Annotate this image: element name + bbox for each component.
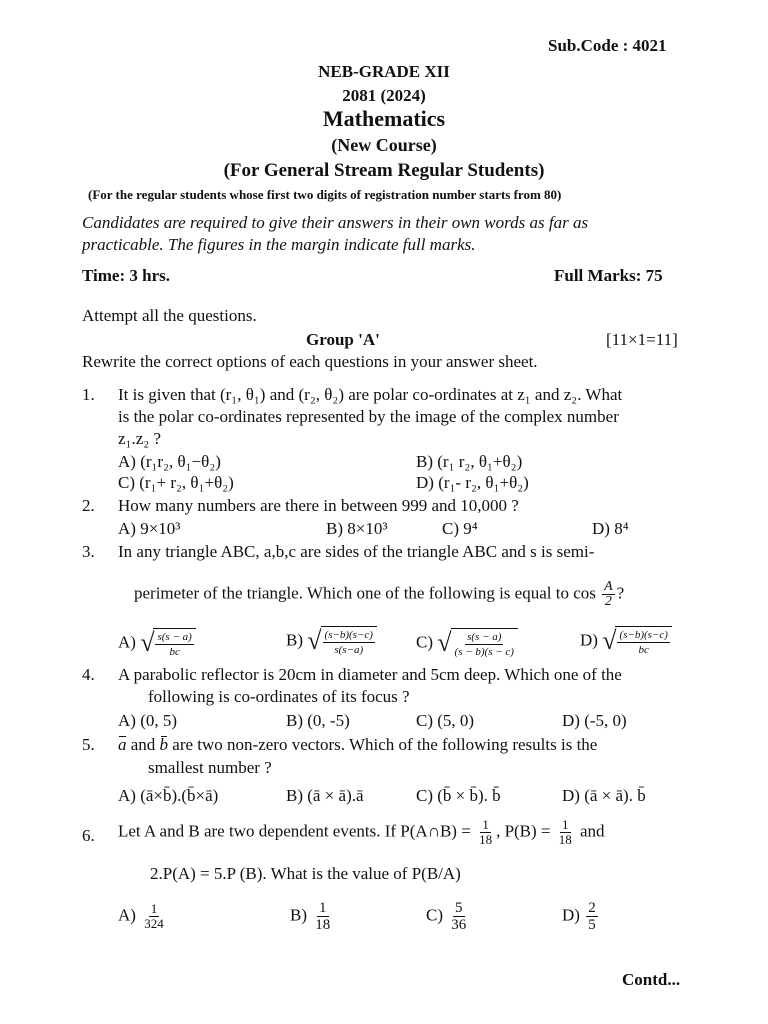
q3-d-num: (s−b)(s−c): [619, 629, 668, 641]
stream-label: (For General Stream Regular Students): [223, 160, 545, 181]
continued-label: Contd...: [622, 970, 681, 989]
q4-line-2: following is co-ordinates of its focus ?: [148, 687, 410, 706]
exam-year: 2081 (2024): [342, 86, 426, 105]
q2-option-c: C) 9⁴: [442, 519, 478, 538]
q4-option-a: A) (0, 5): [118, 711, 178, 730]
q3-b-den: s(s−a): [334, 644, 364, 656]
q5-option-d: D) (ā × ā). b̄: [562, 786, 646, 805]
q3-c-den: (s − b)(s − c): [454, 646, 514, 658]
q3-fraction: [602, 580, 615, 609]
q1-line-2: is the polar co-ordinates represented by the image of the complex number: [118, 407, 619, 426]
q6-line-1-pre: Let A and B are two dependent events. If P(A∩B) =: [118, 821, 471, 841]
q6-option-c-label: C): [426, 905, 443, 925]
q1-number: 1.: [82, 385, 95, 404]
q6-option-c-fraction: [449, 900, 468, 933]
q3-option-d-label: D): [580, 630, 598, 650]
q3-option-a-label: A): [118, 632, 136, 652]
q2-option-a: A) 9×10³: [118, 519, 181, 538]
q4-option-c: C) (5, 0): [416, 711, 475, 730]
q3-line-1: In any triangle ABC, a,b,c are sides of the triangle ABC and s is semi-: [118, 542, 595, 561]
vector-b: b: [159, 735, 169, 754]
q6-a-num: 1: [150, 901, 158, 916]
q6-c-den: 36: [451, 917, 467, 933]
q2-number: 2.: [82, 496, 95, 515]
q5-and: and: [130, 735, 156, 754]
q6-option-d-fraction: [586, 900, 598, 933]
q5-option-a: A) (ā×b̄).(b̄×ā): [118, 786, 219, 805]
group-marks: [11×1=11]: [606, 330, 678, 349]
q6-b-den: 18: [315, 917, 331, 933]
q6-f2-num: 1: [562, 817, 569, 832]
q6-b-num: 1: [319, 900, 327, 916]
q3-line-2-text: perimeter of the triangle. Which one of the following is equal to cos: [134, 583, 596, 603]
q1-option-a: A) (r₁r₂, θ₁−θ₂): [118, 452, 221, 471]
sqrt-icon: √ $\frac{(s-b)(s-c)}{bc}$: [602, 626, 672, 657]
q3-fraction-den: 2: [604, 594, 612, 609]
q2-option-b: B) 8×10³: [326, 519, 388, 538]
q6-mid: , P(B) =: [496, 821, 551, 841]
registration-note: (For the regular students whose first two digits of registration number starts from 80): [88, 187, 562, 202]
q6-option-a: [118, 902, 168, 931]
exam-title: NEB-GRADE XII: [318, 62, 450, 81]
q3-option-b-fraction: [323, 628, 375, 657]
q6-option-b-label: B): [290, 905, 307, 925]
q4-option-b: B) (0, -5): [286, 711, 350, 730]
q6-option-c: [426, 900, 470, 933]
q6-f1-den: 18: [479, 832, 493, 847]
group-instruction: Rewrite the correct options of each questions in your answer sheet.: [82, 352, 538, 371]
q1-line-3: z₁.z₂ ?: [118, 429, 161, 448]
q3-a-den: bc: [169, 646, 180, 658]
attempt-instruction: Attempt all the questions.: [82, 306, 257, 325]
q6-d-num: 2: [588, 900, 596, 916]
q3-option-a-fraction: [155, 630, 193, 659]
q3-line-2: [134, 580, 624, 609]
q6-number: 6.: [82, 826, 95, 845]
q6-line-1: [118, 818, 605, 847]
q3-question-mark: ?: [616, 583, 625, 603]
q3-option-d-fraction: [617, 628, 669, 657]
q6-f1-num: 1: [482, 817, 489, 832]
sub-code: Sub.Code : 4021: [548, 36, 667, 55]
q6-and: and: [580, 821, 605, 841]
q3-b-num: (s−b)(s−c): [324, 629, 373, 641]
q5-option-b: B) (ā × ā).ā: [286, 786, 364, 805]
q5-line-1-rest: are two non-zero vectors. Which of the following results is the: [172, 735, 598, 754]
q5-line-2: smallest number ?: [148, 758, 272, 777]
q3-number: 3.: [82, 542, 95, 561]
q5-line-1: [118, 735, 597, 755]
q6-c-num: 5: [455, 900, 463, 916]
q6-f2-den: 18: [558, 832, 572, 847]
group-title: Group 'A': [306, 330, 380, 349]
q3-option-c-fraction: [453, 630, 516, 659]
time-allowed: Time: 3 hrs.: [82, 266, 170, 285]
q6-option-b-fraction: [313, 900, 332, 933]
q1-option-c: C) (r₁+ r₂, θ₁+θ₂): [118, 473, 234, 492]
q6-a-den: 324: [144, 916, 164, 931]
q3-fraction-num: A: [604, 579, 613, 594]
q3-option-b: [286, 626, 377, 657]
subject-title: Mathematics: [322, 106, 446, 131]
q3-d-den: bc: [638, 644, 649, 656]
q3-c-num: s(s − a): [467, 631, 502, 643]
q4-number: 4.: [82, 665, 95, 684]
sqrt-icon: √ $\frac{(s-b)(s-c)}{s(s-a)}$: [307, 626, 377, 657]
q6-fraction-2: [557, 818, 574, 847]
q5-number: 5.: [82, 735, 95, 754]
vector-a: a: [118, 735, 127, 754]
q1-option-b: B) (r₁ r₂, θ₁+θ₂): [416, 452, 523, 471]
q4-line-1: A parabolic reflector is 20cm in diameter and 5cm deep. Which one of the: [118, 665, 622, 684]
q6-option-b: [290, 900, 334, 933]
q6-option-a-label: A): [118, 905, 136, 925]
q3-a-num: s(s − a): [157, 631, 192, 643]
sqrt-icon: √ $\frac{s(s - a)}{bc}$: [140, 628, 196, 659]
q1-line-1: It is given that (r₁, θ₁) and (r₂, θ₂) are polar co-ordinates at z₁ and z₂. What: [118, 385, 623, 404]
q6-line-2: 2.P(A) = 5.P (B). What is the value of P(B/A): [150, 864, 461, 883]
q3-option-c-label: C): [416, 632, 433, 652]
q6-fraction-1: [477, 818, 494, 847]
q6-option-d: [562, 900, 600, 933]
q3-option-a: [118, 628, 196, 659]
full-marks: Full Marks: 75: [554, 266, 663, 285]
q6-d-den: 5: [588, 917, 596, 933]
q2-line-1: How many numbers are there in between 999 and 10,000 ?: [118, 496, 519, 515]
q3-option-d: [580, 626, 672, 657]
sqrt-icon: √ $\frac{s(s - a)}{(s - b)(s - c)}$: [437, 628, 518, 659]
q2-option-d: D) 8⁴: [592, 519, 629, 538]
q3-option-c: [416, 628, 518, 659]
q4-option-d: D) (-5, 0): [562, 711, 627, 730]
course-label: (New Course): [331, 135, 437, 155]
q1-option-d: D) (r₁- r₂, θ₁+θ₂): [416, 473, 529, 492]
q6-option-d-label: D): [562, 905, 580, 925]
q5-option-c: C) (b̄ × b̄). b̄: [416, 786, 501, 805]
q3-option-b-label: B): [286, 630, 303, 650]
q6-option-a-fraction: [142, 902, 166, 931]
instructions-line-2: practicable. The figures in the margin indicate full marks.: [82, 235, 476, 254]
instructions-line-1: Candidates are required to give their answers in their own words as far as: [82, 213, 589, 232]
